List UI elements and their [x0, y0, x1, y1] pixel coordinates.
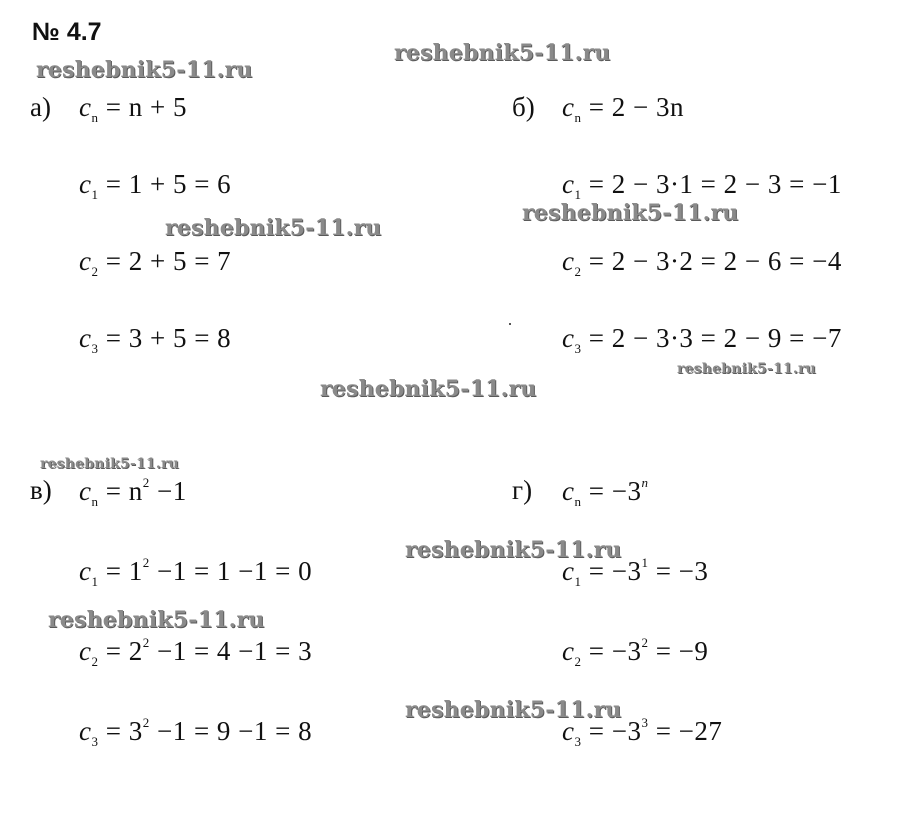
watermark: reshebnik5-11.ru: [40, 456, 179, 472]
step-b-1: $c_1 = 2 - 3\cdot 1 = 2 - 3 = -1$: [562, 169, 842, 202]
speck: [509, 323, 511, 325]
step-a-2: $c_2 = 2 + 5 = 7$: [79, 246, 232, 279]
step-v-2: $c_2 = 2^2 -1 = 4 -1 = 3$: [79, 635, 313, 669]
step-a-3: $c_3 = 3 + 5 = 8$: [79, 323, 232, 356]
part-label-a: а): [30, 92, 51, 122]
watermark: reshebnik5-11.ru: [394, 40, 611, 66]
watermark: reshebnik5-11.ru: [405, 537, 622, 563]
step-v-1: $c_1 = 1^2 -1 = 1 -1 = 0$: [79, 555, 313, 589]
part-label-b: б): [512, 92, 535, 122]
formula-a: $c_n = n + 5$: [79, 92, 187, 125]
watermark: reshebnik5-11.ru: [48, 607, 265, 633]
formula-v: $c_n = n^2 -1$: [79, 475, 187, 509]
step-v-3: $c_3 = 3^2 -1 = 9 -1 = 8$: [79, 715, 313, 749]
watermark: reshebnik5-11.ru: [522, 200, 739, 226]
formula-b: $c_n = 2 - 3n$: [562, 92, 684, 125]
watermark: reshebnik5-11.ru: [405, 697, 622, 723]
watermark: reshebnik5-11.ru: [165, 215, 382, 241]
watermark: reshebnik5-11.ru: [677, 361, 816, 377]
step-g-3: $c_3 = -3^3 = -27$: [562, 715, 723, 749]
problem-number: № 4.7: [32, 18, 102, 46]
step-b-3: $c_3 = 2 - 3\cdot 3 = 2 - 9 = -7$: [562, 323, 842, 356]
step-a-1: $c_1 = 1 + 5 = 6$: [79, 169, 232, 202]
watermark: reshebnik5-11.ru: [320, 376, 537, 402]
part-label-g: г): [512, 475, 533, 505]
formula-g: $c_n = -3^n$: [562, 475, 649, 509]
step-g-1: $c_1 = -3^1 = -3$: [562, 555, 709, 589]
step-b-2: $c_2 = 2 - 3\cdot 2 = 2 - 6 = -4$: [562, 246, 842, 279]
part-label-v: в): [30, 475, 52, 505]
watermark: reshebnik5-11.ru: [36, 57, 253, 83]
step-g-2: $c_2 = -3^2 = -9$: [562, 635, 709, 669]
